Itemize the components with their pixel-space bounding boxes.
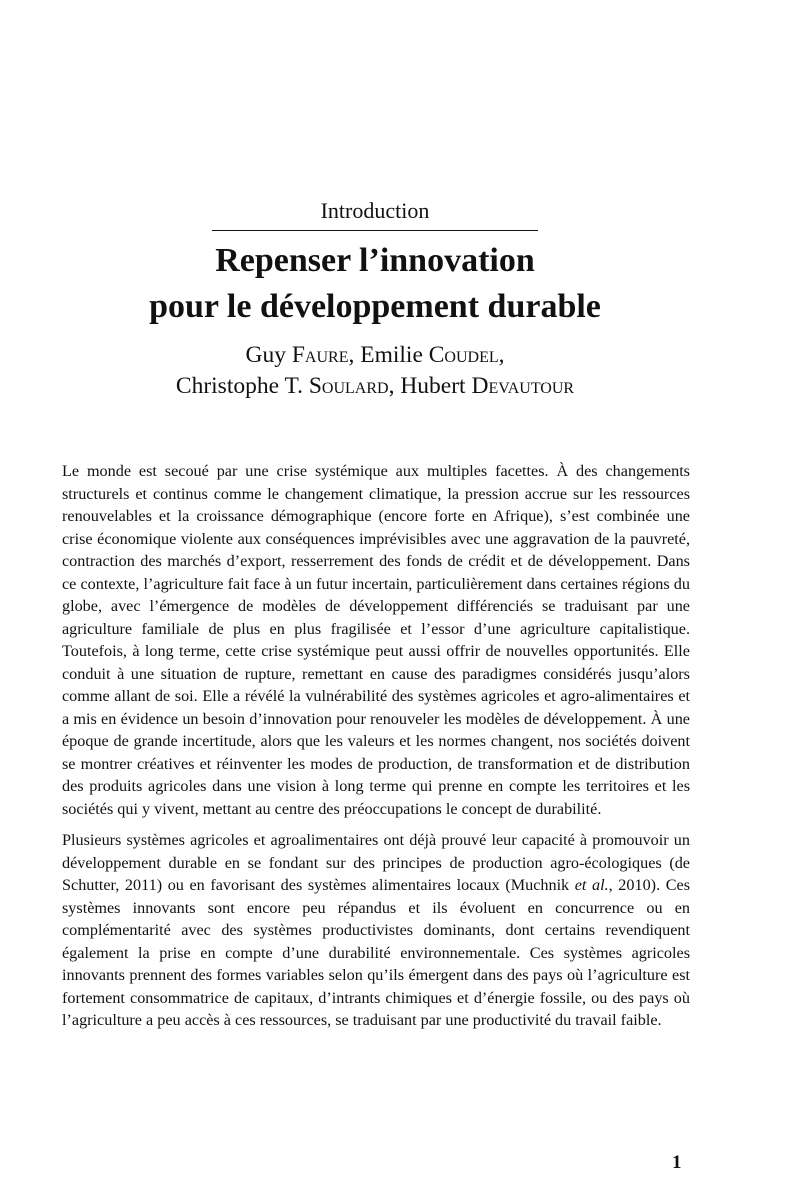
author-list bbox=[0, 340, 750, 402]
author-2-last: Coudel bbox=[428, 342, 499, 368]
author-4-first: Hubert bbox=[400, 373, 472, 399]
chapter-rule bbox=[212, 230, 538, 231]
author-separator: , bbox=[388, 373, 401, 399]
title-line-2: pour le développement durable bbox=[149, 288, 601, 325]
page-number: 1 bbox=[672, 1152, 682, 1173]
title-line-1: Repenser l’innovation bbox=[215, 242, 535, 279]
paragraph-2 bbox=[62, 829, 690, 1032]
body-text bbox=[62, 460, 690, 1041]
author-line-2 bbox=[0, 371, 750, 402]
author-separator: , bbox=[498, 342, 505, 368]
paragraph-1: Le monde est secoué par une crise systémique aux multiples facettes. À des changements structurels et continus comme le changement climatique, la pression accrue sur les ressources renouvelables et la croissance démographique (encore forte en Afrique), s’est combinée une crise économique violente aux conséquences imprévisibles avec une aggravation de la pauvreté, contraction des marchés d’export, resserrement des fonds de crédit et de développement. Dans ce contexte, l’agriculture fait face à un futur incertain, particulièrement dans certaines régions du globe, avec l’émergence de modèles de développement différenciés se traduisant par une agriculture familiale de plus en plus fragilisée et l’essor d’une agriculture capitalistique. Toutefois, à long terme, cette crise systémique peut aussi offrir de nouvelles opportunités. Elle conduit à une situation de rupture, remettant en cause des paradigmes considérés jusqu’alors comme allant de soi. Elle a révélé la vulnérabilité des systèmes agricoles et agro-alimentaires et a mis en évidence un besoin d’innovation pour renouveler les modèles de développement. À une époque de grande incertitude, alors que les valeurs et les normes changent, nos sociétés doivent se montrer créatives et réinventer les modes de production, de transformation et de distribution des produits agricoles dans une vision à long terme qui prenne en compte les territoires et les sociétés qui y vivent, mettant au centre des préoccupations le concept de durabilité. bbox=[62, 462, 690, 818]
author-4-last: Devautour bbox=[471, 373, 575, 399]
author-separator: , bbox=[348, 342, 361, 368]
author-3-last: Soulard bbox=[308, 373, 389, 399]
citation-et-al: et al. bbox=[574, 876, 609, 894]
author-1-last: Faure bbox=[291, 342, 349, 368]
paragraph-2-part-1: Plusieurs systèmes agricoles et agroalimentaires ont déjà prouvé leur capacité à promouvoir un développement durable en se fondant sur des principes de production agro-écologiques (de Schutter, 2011) ou en favorisant des systèmes alimentaires locaux (Muchnik bbox=[62, 831, 690, 894]
author-2-first: Emilie bbox=[360, 342, 429, 368]
chapter-title bbox=[0, 238, 750, 330]
author-3-first: Christophe T. bbox=[175, 373, 309, 399]
paragraph-2-part-2: , 2010). Ces systèmes innovants sont encore peu répandus et ils évoluent en concurrence ou en complémentarité avec des systèmes productivistes dominants, dont certains revendiquent également la prise en compte d’une durabilité environnementale. Ces systèmes agricoles innovants prennent des formes variables selon qu’ils émergent dans des pays où l’agriculture est fortement consommatrice de capitaux, d’intrants chimiques et d’énergie fossile, ou des pays où l’agriculture a peu accès à ces ressources, se traduisant par une productivité du travail faible. bbox=[62, 876, 690, 1029]
chapter-label: Introduction bbox=[320, 198, 430, 223]
author-line-1 bbox=[0, 340, 750, 371]
author-1-first: Guy bbox=[245, 342, 292, 368]
